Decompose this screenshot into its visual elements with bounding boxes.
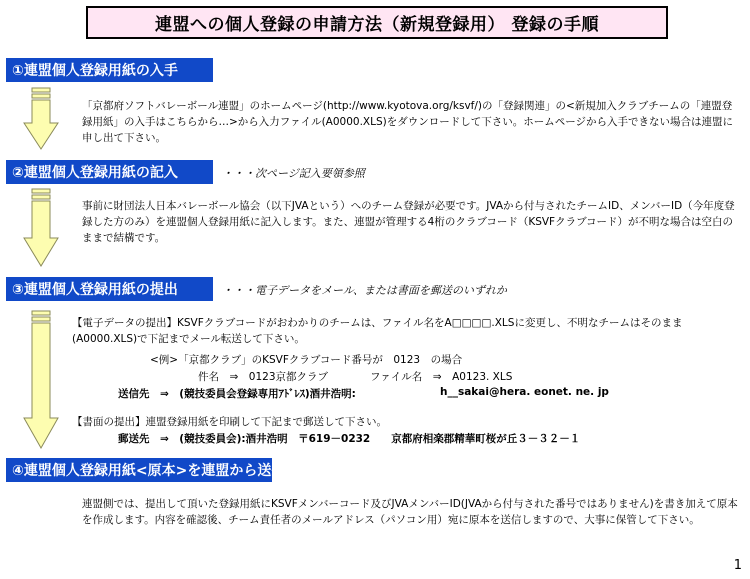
step-1-body: 「京都府ソフトバレーボール連盟」のホームページ(http://www.kyotova.org/ksvf/)の「登録関連」の<新規加入クラブチームの「連盟登録用紙」の入手はこちらから…>から入力ファイル(A0000.XLS)をダウンロードして下さい。ホームページから入手できない場合は連盟に申し出て下さい。 [82, 100, 734, 144]
step-2-body: 事前に財団法人日本バレーボール協会（以下JVAという）へのチーム登録が必要です。JVAから付与されたチームID、メンバーID（今年度登録した方のみ）を連盟個人登録用紙に記入します。また、連盟が管理する4桁のクラブコード（KSVFクラブコード）が不明な場合は空白のままで結構です。 [82, 200, 735, 244]
step-3-note: ・・・電子データをメール、または書面を郵送のいずれか [222, 284, 507, 297]
send-to-email: h__sakai@hera. eonet. ne. jp [440, 386, 609, 398]
mail-to-line: 郵送先 ⇒ (競技委員会):酒井浩明 〒619－0232 京都府相楽郡精華町桜が丘３－３２－１ [118, 433, 581, 445]
send-to-label: 送信先 ⇒ (競技委員会登録専用ｱﾄﾞﾚｽ)酒井浩明: [118, 388, 356, 400]
page-number: 1 [733, 558, 742, 573]
step-1-down-arrow [22, 87, 60, 151]
example-line-2: 件名 ⇒ 0123京都クラブ ファイル名 ⇒ A0123. XLS [198, 371, 513, 383]
page-title: 連盟への個人登録の申請方法（新規登録用） 登録の手順 [86, 6, 668, 39]
step-2-header: ②連盟個人登録用紙の記入 [6, 160, 213, 184]
step-1-header: ①連盟個人登録用紙の入手 [6, 58, 213, 82]
step-3-down-arrow [22, 310, 60, 450]
step-4-header: ④連盟個人登録用紙<原本>を連盟から送信 [6, 458, 272, 482]
step-4-body: 連盟側では、提出して頂いた登録用紙にKSVFメンバーコード及びJVAメンバーID(JVAから付与された番号ではありません)を書き加えて原本を作成します。内容を確認後、チーム責任者のメールアドレス（パソコン用）宛に原本を送信しますので、大事に保管して下さい。 [82, 498, 738, 526]
paper-submission-text: 【書面の提出】連盟登録用紙を印刷して下記まで郵送して下さい。 [72, 416, 387, 428]
step-2-down-arrow [22, 188, 60, 268]
step-3-header: ③連盟個人登録用紙の提出 [6, 277, 213, 301]
step-2-note: ・・・次ページ記入要領参照 [222, 167, 365, 180]
example-line-1: <例>「京都クラブ」のKSVFクラブコード番号が 0123 の場合 [150, 354, 463, 366]
electronic-submission-text: 【電子データの提出】KSVFクラブコードがおわかりのチームは、ファイル名をA□□□□.XLSに変更し、不明なチームはそのまま(A0000.XLS)で下記までメール転送して下さい。 [72, 317, 683, 345]
